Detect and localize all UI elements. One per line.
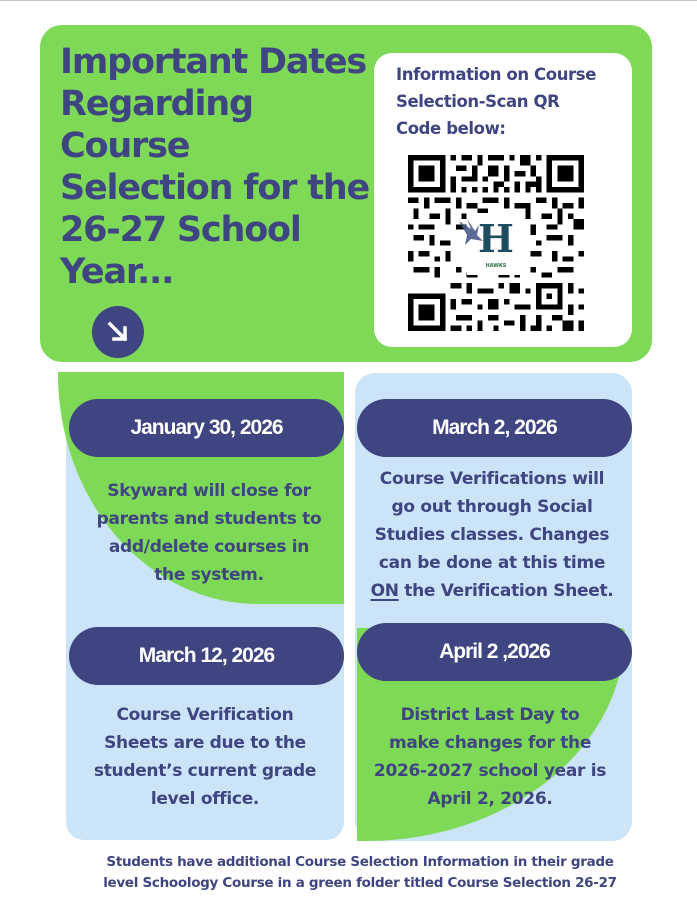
april-description xyxy=(345,701,635,813)
description-line-rest: the Verification Sheet. xyxy=(398,581,614,601)
description-line: level office. xyxy=(150,789,260,809)
title-line: Selection for the xyxy=(60,168,370,208)
january-description xyxy=(64,477,354,589)
title-line: Course xyxy=(60,126,190,166)
description-line: Studies classes. Changes xyxy=(374,525,610,545)
description-line: Course Verification xyxy=(116,705,294,725)
description-line: can be done at this time xyxy=(378,553,606,573)
date-pill-march-2: March 2, 2026 xyxy=(357,399,632,457)
description-line: April 2, 2026. xyxy=(427,789,553,809)
top-divider xyxy=(0,0,697,1)
arrow-down-right-badge xyxy=(92,306,144,358)
footer-line: level Schoology Course in a green folder titled Course Selection 26-27 xyxy=(103,875,617,891)
page-title xyxy=(60,41,380,293)
title-line: Important Dates xyxy=(60,42,367,82)
description-line: go out through Social xyxy=(391,497,593,517)
description-line: Course Verifications will xyxy=(379,469,605,489)
description-line: District Last Day to xyxy=(400,705,580,725)
description-line: 2026-2027 school year is xyxy=(373,761,607,781)
header-banner xyxy=(40,25,652,362)
title-line: Regarding xyxy=(60,84,253,124)
description-line: student’s current grade xyxy=(93,761,317,781)
description-line: Sheets are due to the xyxy=(104,733,306,753)
qr-heading-line: Information on Course xyxy=(396,65,597,84)
qr-heading-line: Selection-Scan QR xyxy=(396,92,560,111)
date-pill-march-12: March 12, 2026 xyxy=(69,627,344,685)
logo-letter: H xyxy=(478,216,514,261)
description-line-last xyxy=(344,577,640,605)
description-line: add/delete courses in xyxy=(108,537,310,557)
description-line: make changes for the xyxy=(388,733,592,753)
qr-info-card xyxy=(374,53,632,347)
march12-description xyxy=(60,701,350,813)
title-line: Year... xyxy=(60,252,174,292)
description-line: parents and students to xyxy=(96,509,322,529)
date-pill-april-2: April 2 ,2026 xyxy=(357,623,632,681)
march2-description xyxy=(344,465,640,605)
description-line: Skyward will close for xyxy=(107,481,311,501)
arrow-down-right-icon xyxy=(105,319,131,345)
footer-note xyxy=(40,852,680,894)
emphasis-on: ON xyxy=(370,581,399,601)
qr-code[interactable] xyxy=(407,155,585,331)
qr-heading-line: Code below: xyxy=(396,119,506,138)
description-line: the system. xyxy=(154,565,264,585)
title-line: 26-27 School xyxy=(60,210,301,250)
date-pill-january-30: January 30, 2026 xyxy=(69,399,344,457)
qr-heading xyxy=(396,61,626,142)
logo-text: HAWKS xyxy=(485,263,507,269)
school-logo xyxy=(467,213,525,275)
footer-line: Students have additional Course Selection Information in their grade xyxy=(106,854,614,870)
